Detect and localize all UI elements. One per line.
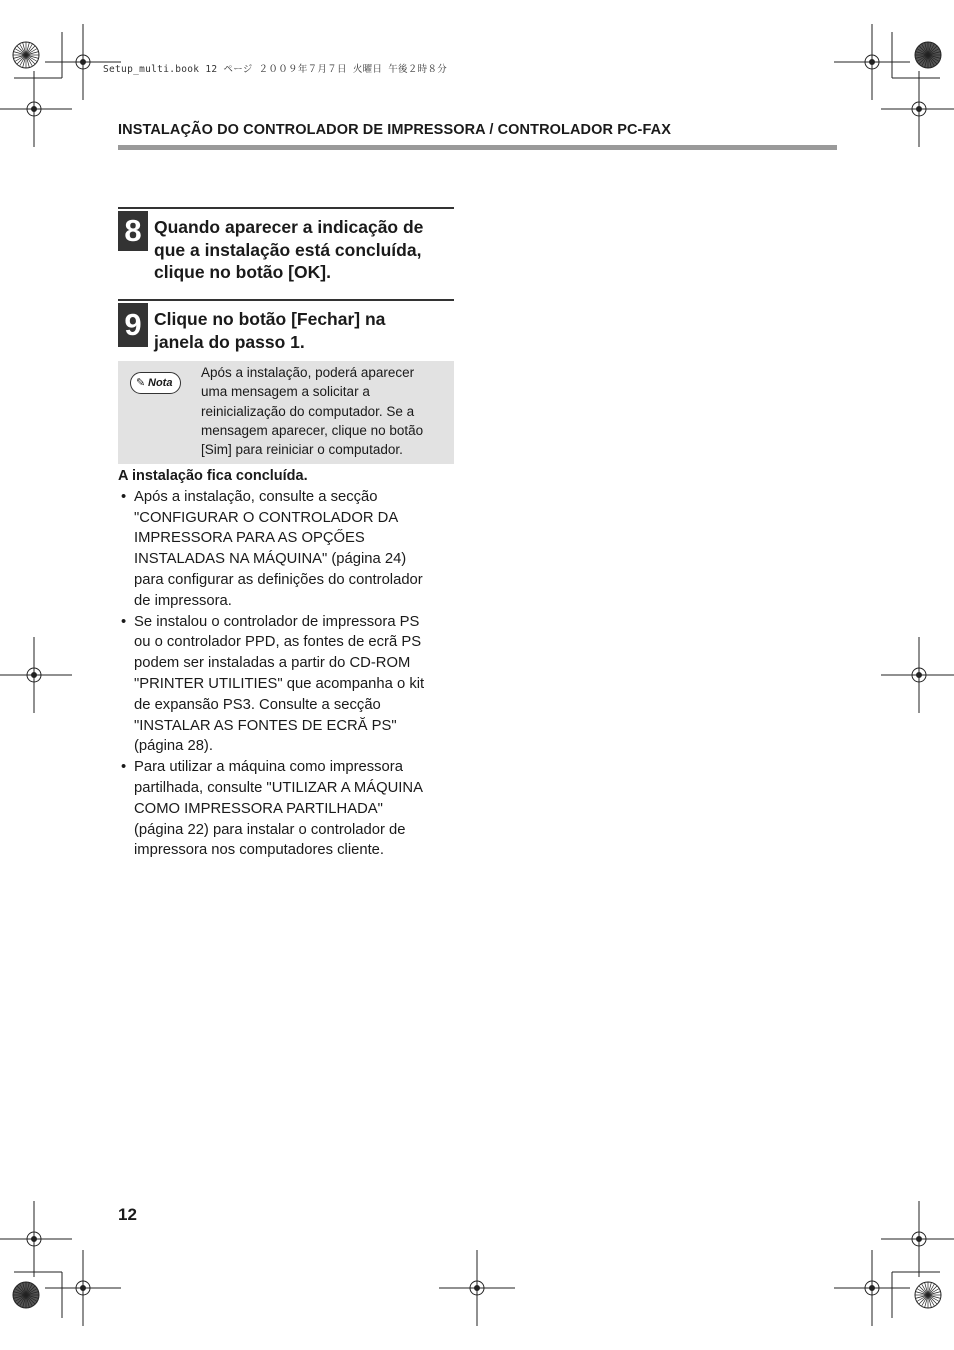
list-line: "CONFIGURAR O CONTROLADOR DA [134, 509, 399, 526]
note-line: [Sim] para reiniciar o computador. [201, 442, 403, 458]
list-line: partilhada, consulte "UTILIZAR A MÁQUINA [134, 779, 423, 796]
print-metadata: Setup_multi.book 12 ページ ２００９年７月７日 火曜日 午後２時８分 [103, 64, 448, 75]
header-rule [118, 145, 837, 150]
completion-section [118, 466, 458, 861]
list-item [118, 757, 458, 861]
list-line: Para utilizar a máquina como impressora [134, 759, 403, 776]
list-line: para configurar as definições do controlador [134, 571, 423, 588]
pencil-icon: ✎ [136, 377, 146, 389]
registration-crosshair-icon [834, 1250, 910, 1326]
bullet-icon: • [121, 759, 127, 776]
list-line: "PRINTER UTILITIES" que acompanha o kit [134, 675, 425, 692]
step-number-badge: 9 [118, 303, 148, 347]
list-line: INSTALADAS NA MÁQUINA" (página 24) [134, 551, 407, 568]
registration-crosshair-icon [834, 24, 910, 100]
registration-crosshair-icon [45, 1250, 121, 1326]
list-line: impressora nos computadores cliente. [134, 842, 385, 859]
registration-crosshair-icon [0, 1201, 72, 1277]
step-line: Clique no botão [Fechar] na [154, 309, 386, 329]
note-line: uma mensagem a solicitar a [201, 384, 370, 400]
list-line: podem ser instaladas a partir do CD-ROM [134, 655, 411, 672]
registration-crosshair-icon [439, 1250, 515, 1326]
step-instruction [154, 308, 454, 353]
step-number-badge: 8 [118, 211, 148, 251]
list-line: (página 28). [134, 738, 213, 755]
registration-crosshair-icon [0, 71, 72, 147]
list-line: ou o controlador PPD, as fontes de ecrã PS [134, 634, 422, 651]
registration-crosshair-icon [0, 637, 72, 713]
registration-crosshair-icon [881, 1201, 954, 1277]
list-line: Se instalou o controlador de impressora PS [134, 613, 420, 630]
step-line: que a instalação está concluída, [154, 239, 422, 260]
note-line: mensagem aparecer, clique no botão [201, 422, 424, 438]
bullet-icon: • [121, 613, 127, 630]
list-line: Após a instalação, consulte a secção [134, 488, 378, 505]
note-line: Após a instalação, poderá aparecer [201, 365, 415, 380]
note-badge [130, 372, 181, 394]
step-line: Quando aparecer a indicação de [154, 217, 424, 237]
list-item [118, 612, 458, 758]
registration-target-icon [13, 1282, 39, 1308]
list-line: (página 22) para instalar o controlador de [134, 821, 406, 838]
list-line: COMO IMPRESSORA PARTILHADA" [134, 800, 383, 817]
step-instruction [154, 216, 454, 284]
note-text [201, 363, 451, 459]
bullet-icon: • [121, 488, 127, 505]
step-8 [118, 207, 454, 284]
list-line: de impressora. [134, 592, 232, 609]
note-line: reinicialização do computador. Se a [201, 403, 415, 419]
list-line: "INSTALAR AS FONTES DE ECRĂ PS" [134, 717, 397, 734]
completion-title: A instalação fica concluída. [118, 468, 308, 484]
registration-crosshair-icon [881, 637, 954, 713]
page-header-title: INSTALAÇÃO DO CONTROLADOR DE IMPRESSORA / CONTROLADOR PC-FAX [118, 122, 671, 138]
list-line: de expansão PS3. Consulte a secção [134, 696, 381, 713]
note-box [118, 361, 454, 464]
step-line: clique no botão [OK]. [154, 262, 331, 282]
note-label: Nota [148, 376, 173, 389]
registration-target-icon [915, 42, 941, 68]
step-9 [118, 299, 454, 356]
registration-target-icon [13, 42, 39, 68]
registration-crosshair-icon [881, 71, 954, 147]
registration-target-icon [915, 1282, 941, 1308]
list-line: IMPRESSORA PARA AS OPÇŐES [134, 530, 365, 547]
list-item [118, 487, 458, 612]
step-line: janela do passo 1. [154, 331, 305, 352]
page-number: 12 [118, 1205, 137, 1224]
